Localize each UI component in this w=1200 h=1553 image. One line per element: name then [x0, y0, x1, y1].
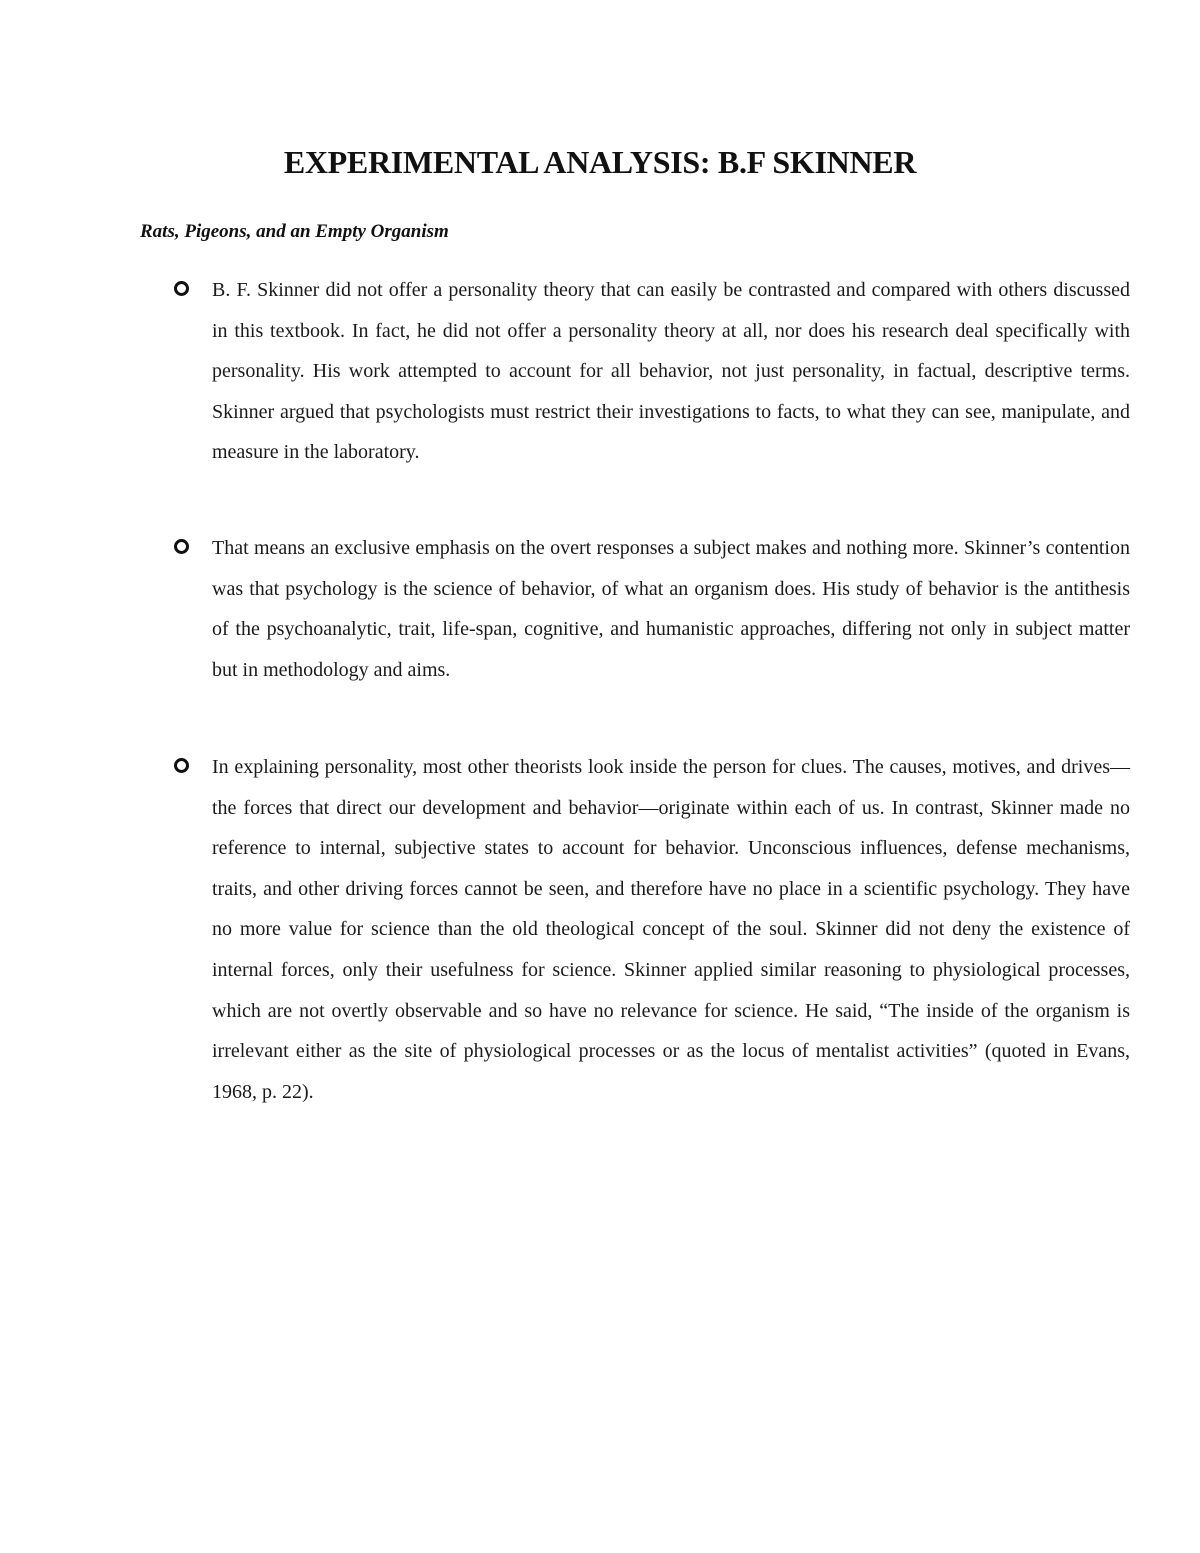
list-item — [140, 270, 1130, 473]
bullet-paragraph: In explaining personality, most other theorists look inside the person for clues. The causes, motives, and drives—the forces that direct our development and behavior—originate within each of us. In contrast, Skinner made no reference to internal, subjective states to account for behavior. Unconscious influences, defense mechanisms, traits, and other driving forces cannot be seen, and therefore have no place in a scientific psychology. They have no more value for science than the old theological concept of the soul. Skinner did not deny the existence of internal forces, only their usefulness for science. Skinner applied similar reasoning to physiological processes, which are not overtly observable and so have no relevance for science. He said, “The inside of the organism is irrelevant either as the site of physiological processes or as the locus of mentalist activities” (quoted in Evans, 1968, p. 22). — [212, 756, 1130, 1103]
hollow-circle-bullet-icon — [174, 281, 189, 296]
list-item — [140, 528, 1130, 690]
bullet-paragraph: That means an exclusive emphasis on the overt responses a subject makes and nothing more. Skinner’s contention was that psychology is the science of behavior, of what an organism does. His study of behavior is the antithesis of the psychoanalytic, trait, life-span, cognitive, and humanistic approaches, differing not only in subject matter but in methodology and aims. — [212, 537, 1130, 681]
section-heading: Rats, Pigeons, and an Empty Organism — [140, 221, 449, 242]
document-title: EXPERIMENTAL ANALYSIS: B.F SKINNER — [283, 144, 917, 180]
hollow-circle-bullet-icon — [174, 539, 189, 554]
hollow-circle-bullet-icon — [174, 758, 189, 773]
list-item — [140, 747, 1130, 1112]
bullet-paragraph: B. F. Skinner did not offer a personality theory that can easily be contrasted and compared with others discussed in this textbook. In fact, he did not offer a personality theory at all, nor does his research deal specifically with personality. His work attempted to account for all behavior, not just personality, in factual, descriptive terms. Skinner argued that psychologists must restrict their investigations to facts, to what they can see, manipulate, and measure in the laboratory. — [212, 279, 1130, 464]
